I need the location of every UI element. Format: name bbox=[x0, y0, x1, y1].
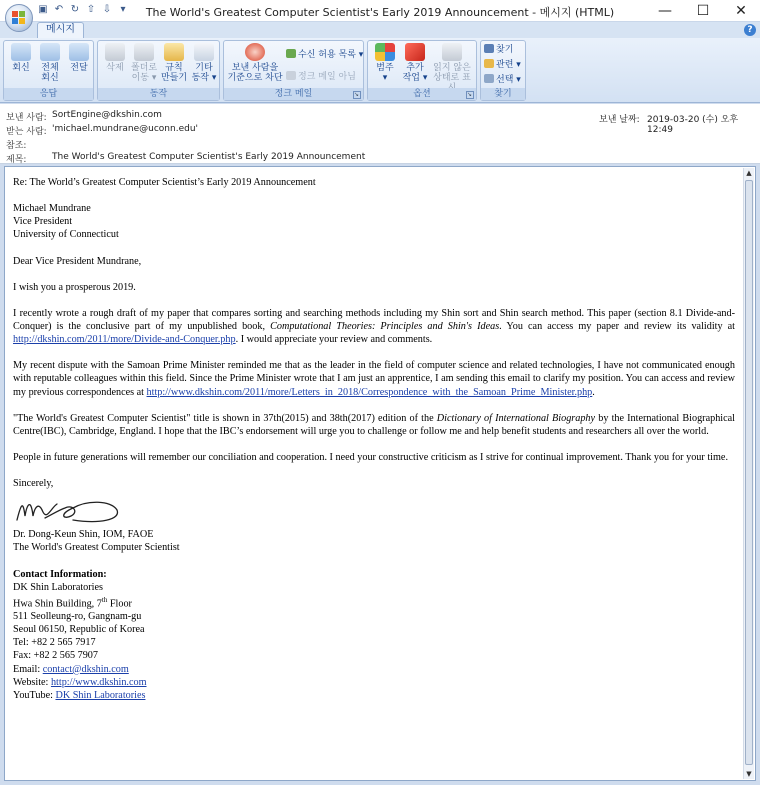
fax: Fax: +82 2 565 7907 bbox=[13, 650, 98, 662]
group-respond bbox=[3, 40, 94, 101]
re-line: Re: The World’s Greatest Computer Scientist’s Early 2019 Announcement bbox=[13, 177, 316, 188]
to-value[interactable]: 'michael.mundrane@uconn.edu' bbox=[52, 124, 199, 134]
minimize-button[interactable]: — bbox=[658, 3, 672, 19]
group-label-options: 옵션 bbox=[368, 88, 476, 100]
subject-value: The World's Greatest Computer Scientist's Early 2019 Announcement bbox=[52, 152, 366, 162]
greeting: I wish you a prosperous 2019. bbox=[13, 281, 136, 293]
block-sender-button[interactable]: 보낸 사람을 기준으로 차단 bbox=[226, 43, 284, 83]
related-button[interactable]: 관련 ▾ bbox=[484, 59, 521, 71]
junk-dialog-launcher-icon[interactable]: ↘ bbox=[354, 91, 360, 98]
other-actions-icon bbox=[194, 43, 214, 61]
recipient-name: Michael Mundrane bbox=[13, 203, 91, 215]
from-label: 보낸 사람: bbox=[6, 113, 47, 123]
group-find bbox=[480, 40, 526, 101]
delete-button[interactable]: 삭제 bbox=[100, 43, 130, 73]
email-link[interactable]: contact@dkshin.com bbox=[42, 663, 129, 675]
undo-icon[interactable]: ↶ bbox=[54, 4, 64, 15]
select-button[interactable]: 선택 ▾ bbox=[484, 74, 521, 86]
message-body[interactable] bbox=[4, 166, 756, 781]
categorize-icon bbox=[375, 43, 395, 61]
help-icon[interactable]: ? bbox=[744, 24, 756, 36]
reply-button[interactable]: 회신 bbox=[6, 43, 36, 73]
recipient-title: Vice President bbox=[13, 216, 73, 228]
street-address: 511 Seolleung-ro, Gangnam-gu bbox=[13, 611, 142, 623]
options-dialog-launcher-icon[interactable]: ↘ bbox=[467, 91, 473, 98]
follow-up-button[interactable]: 추가 작업 ▾ bbox=[400, 43, 430, 83]
sender-name: Dr. Dong-Keun Shin, IOM, FAOE bbox=[13, 529, 154, 541]
office-logo-icon bbox=[12, 11, 26, 25]
binoculars-icon bbox=[484, 44, 494, 53]
previous-item-icon[interactable]: ⇧ bbox=[86, 4, 96, 15]
building-address: Hwa Shin Building, 7th Floor bbox=[13, 595, 132, 610]
company-name: DK Shin Laboratories bbox=[13, 581, 103, 593]
next-item-icon[interactable]: ⇩ bbox=[102, 4, 112, 15]
not-junk-icon bbox=[286, 71, 296, 80]
safe-list-button[interactable]: 수신 허용 목록 ▾ bbox=[286, 49, 363, 61]
recipient-org: University of Connecticut bbox=[13, 229, 119, 241]
title-bar bbox=[0, 0, 760, 22]
create-rule-button[interactable]: 규칙 만들기 bbox=[159, 43, 189, 83]
closing: Sincerely, bbox=[13, 478, 54, 490]
message-content bbox=[13, 176, 735, 702]
city-address: Seoul 06150, Republic of Korea bbox=[13, 624, 145, 636]
reply-icon bbox=[11, 43, 31, 61]
move-to-folder-icon bbox=[134, 43, 154, 61]
website-link[interactable]: http://www.dkshin.com bbox=[50, 676, 147, 688]
forward-button[interactable]: 전달 bbox=[64, 43, 94, 73]
find-button[interactable]: 찾기 bbox=[484, 44, 513, 56]
tab-message[interactable]: 메시지 bbox=[37, 22, 84, 38]
move-to-folder-button[interactable]: 폴더로 이동 ▾ bbox=[129, 43, 159, 83]
group-label-junk: 정크 메일 bbox=[224, 88, 363, 100]
to-label: 받는 사람: bbox=[6, 127, 47, 137]
follow-up-flag-icon bbox=[405, 43, 425, 61]
ribbon bbox=[0, 38, 760, 103]
scroll-up-icon[interactable]: ▲ bbox=[746, 169, 752, 177]
reply-all-button[interactable]: 전체 회신 bbox=[35, 43, 65, 83]
select-cursor-icon bbox=[484, 74, 494, 83]
from-value[interactable]: SortEngine@dkshin.com bbox=[52, 110, 162, 120]
date-label: 보낸 날짜: bbox=[599, 115, 640, 125]
group-options bbox=[367, 40, 477, 101]
ribbon-tab-row bbox=[0, 22, 760, 38]
delete-icon bbox=[105, 43, 125, 61]
sender-title: The World's Greatest Computer Scientist bbox=[13, 542, 180, 554]
group-label-actions: 동작 bbox=[98, 88, 219, 100]
signature-image bbox=[13, 490, 735, 528]
salutation: Dear Vice President Mundrane, bbox=[13, 255, 142, 267]
telephone: Tel: +82 2 565 7917 bbox=[13, 637, 96, 649]
window-title: The World's Greatest Computer Scientist's Early 2019 Announcement - 메시지 (HTML) bbox=[145, 6, 615, 19]
reply-all-icon bbox=[40, 43, 60, 61]
date-value: 2019-03-20 (수) 오후 12:49 bbox=[647, 115, 739, 135]
related-icon bbox=[484, 59, 494, 68]
correspondence-link[interactable]: http://www.dkshin.com/2011/more/Letters_in_2018/Correspondence_with_the_Samoan_Prime_Minister.php bbox=[146, 386, 593, 398]
group-actions bbox=[97, 40, 220, 101]
group-junk-mail bbox=[223, 40, 364, 101]
forward-icon bbox=[69, 43, 89, 61]
create-rule-icon bbox=[164, 43, 184, 61]
maximize-button[interactable]: ☐ bbox=[696, 3, 710, 19]
youtube-line: YouTube: DK Shin Laboratories bbox=[13, 689, 146, 701]
book-title: Computational Theories: Principles and Shin's Ideas bbox=[270, 321, 500, 333]
scroll-down-icon[interactable]: ▼ bbox=[746, 770, 752, 778]
scroll-thumb[interactable] bbox=[745, 180, 753, 765]
block-sender-icon bbox=[245, 43, 265, 61]
group-label-find: 찾기 bbox=[481, 88, 525, 100]
paragraph-4: People in future generations will remember our conciliation and cooperation. I need your constructive criticism as I strive for continual improvement. Thank you for your time. bbox=[13, 451, 728, 463]
redo-icon[interactable]: ↻ bbox=[70, 4, 80, 15]
group-label-respond: 응답 bbox=[4, 88, 93, 100]
safe-list-icon bbox=[286, 49, 296, 58]
youtube-link[interactable]: DK Shin Laboratories bbox=[55, 689, 146, 701]
mark-unread-button[interactable]: 읽지 않은 상태로 표 bbox=[430, 43, 474, 93]
cc-label: 참조: bbox=[6, 141, 27, 151]
not-junk-button[interactable]: 정크 메일 아님 bbox=[286, 71, 356, 83]
message-header bbox=[0, 104, 760, 164]
save-icon[interactable]: ▣ bbox=[38, 4, 48, 15]
categorize-button[interactable]: 범주 ▾ bbox=[370, 43, 400, 83]
subject-label: 제목: bbox=[6, 155, 27, 165]
vertical-scrollbar[interactable] bbox=[743, 168, 754, 779]
other-actions-button[interactable]: 기타 동작 ▾ bbox=[189, 43, 219, 83]
office-button[interactable] bbox=[5, 4, 33, 32]
close-button[interactable]: ✕ bbox=[735, 3, 747, 19]
paragraph-3: "The World's Greatest Computer Scientist" title is shown in 37th(2015) and 38th(2017) edition of the Dictionary of International Biography by the International Biographical Centre(IBC), Cambridge, England. I hope that the IBC’s endorsement will urge you to challenge or follow me and help benefit students and researchers all over the world. bbox=[13, 412, 735, 437]
paper-link[interactable]: http://dkshin.com/2011/more/Divide-and-Conquer.php bbox=[13, 334, 236, 346]
contact-heading: Contact Information: bbox=[13, 568, 107, 580]
email-line: Email: contact@dkshin.com bbox=[13, 663, 129, 675]
paragraph-1: I recently wrote a rough draft of my paper that compares sorting and searching methods including my Shin sort and Shin search method. This paper (section 8.1 Divide-and-Conquer) is the conclusive part of my unpublished book, Computational Theories: Principles and Shin's Ideas. You can access my paper and review its validity at http://dkshin.com/2011/more/Divide-and-Conquer.php. I would appreciate your review and comments. bbox=[13, 307, 736, 346]
mark-unread-icon bbox=[442, 43, 462, 61]
website-line: Website: http://www.dkshin.com bbox=[13, 676, 147, 688]
customize-toolbar-icon[interactable]: ▾ bbox=[120, 4, 126, 15]
dictionary-title: Dictionary of International Biography bbox=[436, 412, 596, 424]
paragraph-2: My recent dispute with the Samoan Prime Minister reminded me that as the leader in the field of computer science and related technologies, I have not communicated enough with reputable colleagues within this field. Since the Prime Minister wrote that I am just an apprentice, I am sending this email to clarify my position. You can access and review my previous correspondences at http://www.dkshin.com/2011/more/Letters_in_2018/Correspondence_with_the_Samoan_Prime_Minister.php. bbox=[13, 360, 735, 398]
